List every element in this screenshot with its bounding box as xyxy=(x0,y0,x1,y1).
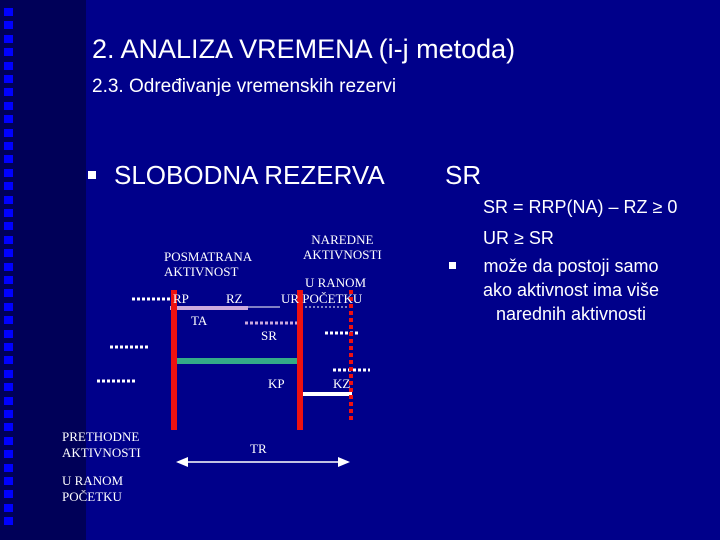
label-prethodne-line1: PRETHODNE xyxy=(62,429,140,444)
heading-slobodna-rezerva: SLOBODNA REZERVA xyxy=(114,160,385,190)
arrow-head-left-icon xyxy=(176,457,188,467)
label-naredne-line1: NAREDNE xyxy=(311,232,374,247)
heading-sr: SR xyxy=(445,160,482,190)
label-uranom-left xyxy=(62,473,123,505)
formula-sr: SR = RRP(NA) – RZ ≥ 0 xyxy=(483,197,678,217)
label-posmatrana-line1: POSMATRANA xyxy=(164,249,253,264)
arrow-head-right-icon xyxy=(338,457,350,467)
label-kp: KP xyxy=(268,376,285,391)
label-ur-pocetku: UR POČETKU xyxy=(281,291,363,306)
label-uranom-left-line1: U RANOM xyxy=(62,473,124,488)
vertical-line-rp xyxy=(171,290,177,430)
note-line-2: ako aktivnost ima više xyxy=(482,280,660,300)
label-rp: RP xyxy=(173,291,189,306)
label-rz: RZ xyxy=(226,291,243,306)
label-naredne-line2: AKTIVNOSTI xyxy=(303,247,382,262)
label-posmatrana xyxy=(164,249,252,279)
reserve-bar-sr xyxy=(175,358,300,364)
note-line-1: može da postoji samo xyxy=(483,256,659,276)
label-prethodne-line2: AKTIVNOSTI xyxy=(62,445,141,460)
vertical-line-ur xyxy=(297,290,303,430)
label-naredne xyxy=(303,232,382,262)
label-kz: KZ xyxy=(333,376,351,391)
label-prethodne xyxy=(62,429,141,461)
page-title: 2. ANALIZA VREMENA (i-j metoda) xyxy=(92,34,516,64)
page-subtitle: 2.3. Određivanje vremenskih rezervi xyxy=(92,76,397,97)
label-uranom-right: U RANOM xyxy=(305,275,367,290)
label-posmatrana-line2: AKTIVNOST xyxy=(164,264,239,279)
formula-ur: UR ≥ SR xyxy=(483,228,554,248)
label-ta: TA xyxy=(191,313,208,328)
label-sr: SR xyxy=(261,328,277,343)
label-tr: TR xyxy=(250,441,267,456)
label-uranom-left-line2: POČETKU xyxy=(62,489,122,504)
note-line-3: narednih aktivnosti xyxy=(495,304,647,324)
kz-bar xyxy=(300,392,352,396)
